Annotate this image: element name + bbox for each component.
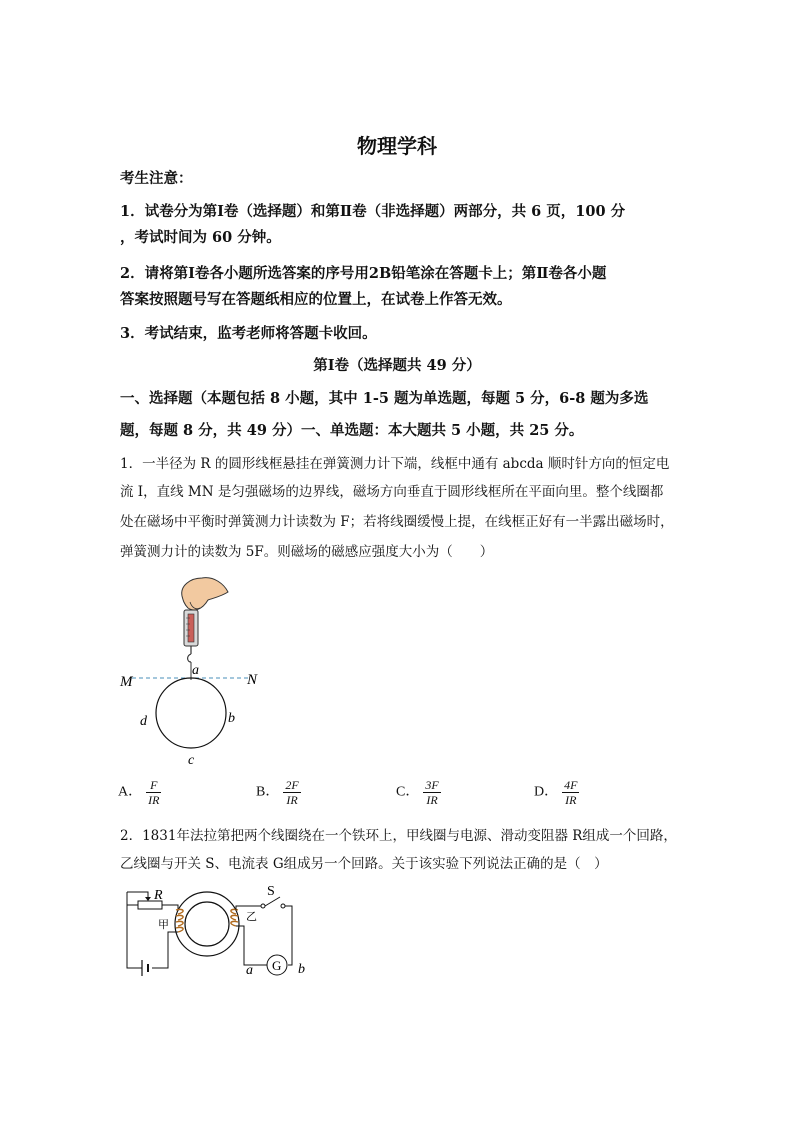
q2-line-1: 2．1831年法拉第把两个线圈绕在一个铁环上，甲线圈与电源、滑动变阻器 R组成一个回路，	[120, 828, 677, 844]
spring-balance	[184, 610, 198, 662]
label-b: b	[228, 711, 235, 726]
note-1-line-2: ，考试时间为 60 分钟。	[120, 229, 281, 246]
section-title: 第Ⅰ卷（选择题共 49 分）	[313, 357, 481, 374]
option-c-letter: C．	[396, 784, 420, 800]
q1-line-2: 流 I，直线 MN 是匀强磁场的边界线，磁场方向垂直于圆形线框所在平面向里。整个线圈都	[120, 484, 664, 500]
q2-figure	[120, 880, 320, 980]
option-a-denominator: IR	[148, 793, 160, 807]
option-a-numerator: F	[146, 778, 161, 793]
q1-line-3: 处在磁场中平衡时弹簧测力计读数为 F；若将线圈缓慢上提，在线框正好有一半露出磁场时，	[120, 514, 674, 530]
label-a: a	[192, 663, 199, 678]
circular-loop	[156, 678, 226, 748]
hand-icon	[182, 578, 228, 610]
label-jia: 甲	[158, 919, 169, 931]
note-1-line-1: 1．试卷分为第Ⅰ卷（选择题）和第Ⅱ卷（非选择题）两部分，共 6 页，100 分	[120, 203, 626, 220]
option-d-letter: D．	[534, 784, 559, 800]
option-d[interactable]	[534, 778, 579, 807]
option-b[interactable]	[256, 778, 301, 807]
iron-ring-inner	[185, 902, 229, 946]
option-c-numerator: 3F	[425, 778, 439, 792]
rheostat-slider	[145, 897, 151, 901]
label-r: R	[154, 888, 163, 903]
q2-line-2: 乙线圈与开关 S、电流表 G组成另一个回路。关于该实验下列说法正确的是（ ）	[120, 856, 608, 872]
option-d-numerator: 4F	[564, 778, 578, 792]
option-a-fraction	[146, 778, 161, 807]
label-b-terminal: b	[298, 962, 305, 977]
option-b-letter: B．	[256, 784, 280, 800]
label-d: d	[140, 714, 147, 729]
label-c: c	[188, 753, 195, 768]
part-heading-line-1: 一、选择题（本题包括 8 小题，其中 1-5 题为单选题，每题 5 分，6-8 题为多选	[120, 390, 649, 407]
part-heading-line-2: 题，每题 8 分，共 49 分）一、单选题：本大题共 5 小题，共 25 分。	[120, 422, 584, 439]
option-b-denominator: IR	[286, 793, 298, 807]
label-yi: 乙	[246, 911, 257, 923]
note-2-line-2: 答案按照题号写在答题纸相应的位置上，在试卷上作答无效。	[120, 291, 512, 308]
q1-figure	[110, 570, 280, 770]
option-d-denominator: IR	[565, 793, 577, 807]
option-c-fraction	[423, 778, 440, 807]
label-n: N	[247, 672, 258, 688]
notice-heading: 考生注意：	[120, 170, 193, 187]
note-2-line-1: 2．请将第Ⅰ卷各小题所选答案的序号用2B铅笔涂在答题卡上；第Ⅱ卷各小题	[120, 265, 607, 282]
note-3-line-1: 3．考试结束，监考老师将答题卡收回。	[120, 325, 377, 342]
option-c-denominator: IR	[426, 793, 438, 807]
option-a[interactable]	[118, 778, 161, 807]
page-title: 物理学科	[357, 134, 437, 158]
q1-line-1: 1．一半径为 R 的圆形线框悬挂在弹簧测力计下端，线框中通有 abcda 顺时针方向的恒定电	[120, 456, 670, 472]
option-a-letter: A．	[118, 784, 143, 800]
label-s: S	[267, 884, 275, 899]
option-c[interactable]	[396, 778, 441, 807]
label-m: M	[120, 674, 133, 690]
option-b-fraction	[283, 778, 300, 807]
option-b-numerator: 2F	[285, 778, 299, 792]
q1-line-4: 弹簧测力计的读数为 5F。则磁场的磁感应强度大小为（ ）	[120, 544, 494, 560]
label-g: G	[272, 958, 282, 973]
option-d-fraction	[562, 778, 579, 807]
label-a-terminal: a	[246, 963, 253, 978]
